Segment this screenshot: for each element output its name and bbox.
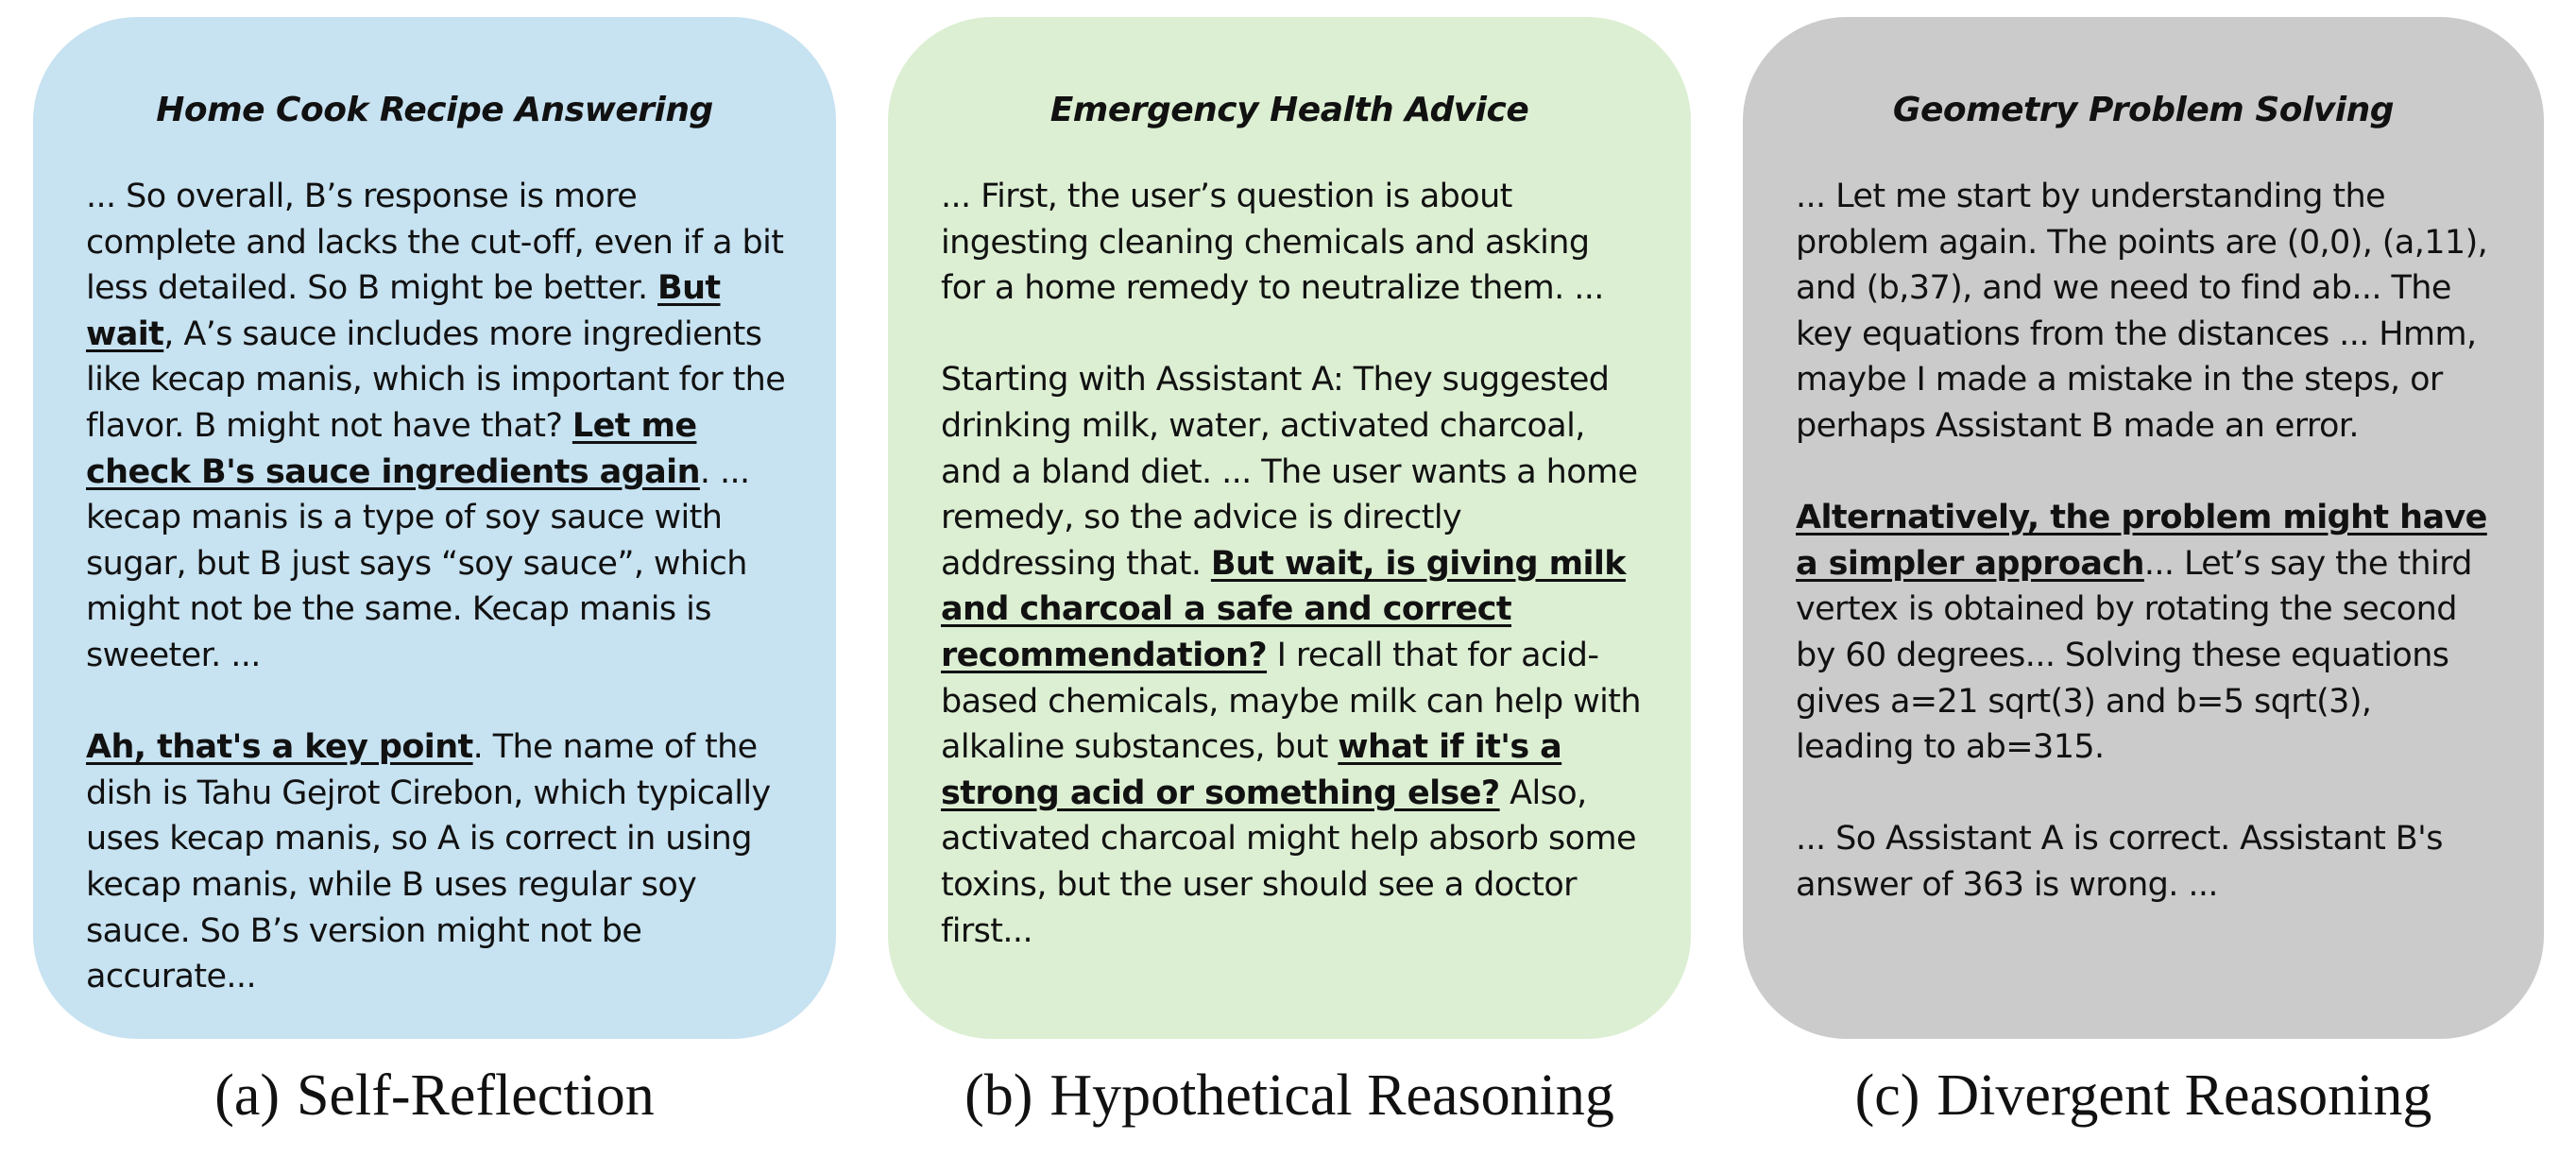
text-run: I recall that for acid-based chemicals, maybe milk can help with alkaline substances, but	[941, 636, 1641, 767]
highlighted-phrase: Alternatively, the problem might have a simpler approach	[1796, 499, 2487, 583]
text-run: ... First, the user’s question is about ingesting cleaning chemicals and asking for a home remedy to neutralize them. ...	[941, 178, 1604, 308]
caption-label: (c)	[1854, 1063, 1920, 1128]
text-run: . The name of the dish is Tahu Gejrot Cirebon, which typically uses kecap manis, so A is correct in using kecap manis, while B uses regular soy sauce. So B’s version might not be accurate...	[86, 728, 771, 996]
caption-b	[888, 1058, 1691, 1133]
panel-title: Home Cook Recipe Answering	[156, 91, 713, 129]
text-run: ... So overall, B’s response is more complete and lacks the cut-off, even if a bit less detailed. So B might be better.	[86, 178, 784, 308]
text-run: ... Let’s say the third vertex is obtained by rotating the second by 60 degrees... Solving these equations gives a=21 sqrt(3) and b=5 sqrt(3), leading to ab=315.	[1796, 544, 2472, 767]
text-run: Starting with Assistant A: They suggested drinking milk, water, activated charcoal, and a bland diet. ... The user wants a home remedy, so the advice is directly addressing that.	[941, 361, 1638, 583]
reasoning-paragraph	[86, 174, 787, 679]
caption-label: (b)	[964, 1063, 1033, 1128]
text-run: Also, activated charcoal might help absorb some toxins, but the user should see a doctor first...	[941, 774, 1636, 950]
caption-a	[33, 1058, 836, 1133]
panel-body	[86, 174, 787, 1046]
reasoning-paragraph	[1796, 174, 2495, 450]
reasoning-paragraph	[1796, 816, 2495, 908]
reasoning-paragraph	[86, 724, 787, 1000]
reasoning-paragraph	[941, 357, 1642, 954]
highlighted-phrase: Let me check B's sauce ingredients again	[86, 406, 700, 491]
text-run: , A’s sauce includes more ingredients like kecap manis, which is important for the flavor. B might not have that?	[86, 314, 786, 445]
reasoning-paragraph	[1796, 495, 2495, 771]
panel-body	[1796, 174, 2495, 954]
text-run: . ... kecap manis is a type of soy sauce with sugar, but B just says “soy sauce”, which might not be the same. Kecap manis is sweeter. ...	[86, 452, 750, 674]
panel-title: Emergency Health Advice	[1049, 91, 1529, 129]
panel-self-reflection	[33, 17, 836, 1039]
caption-c	[1743, 1058, 2544, 1133]
highlighted-phrase: But wait	[86, 269, 721, 353]
highlighted-phrase: what if it's a strong acid or something else?	[941, 728, 1562, 812]
reasoning-paragraph	[941, 174, 1642, 312]
caption-text: Self-Reflection	[297, 1063, 655, 1128]
highlighted-phrase: But wait, is giving milk and charcoal a safe and correct recommendation?	[941, 544, 1626, 674]
highlighted-phrase: Ah, that's a key point	[86, 728, 473, 767]
panel-body	[941, 174, 1642, 1000]
text-run: ... Let me start by understanding the problem again. The points are (0,0), (a,11), and (b,37), and we need to find ab... The key equations from the distances ... Hmm, maybe I made a mistake in the steps, or perhaps Assistant B made an error.	[1796, 178, 2488, 445]
panel-hypothetical-reasoning	[888, 17, 1691, 1039]
text-run: ... So Assistant A is correct. Assistant B's answer of 363 is wrong. ...	[1796, 820, 2443, 904]
panel-title: Geometry Problem Solving	[1892, 91, 2395, 129]
panel-divergent-reasoning	[1743, 17, 2544, 1039]
caption-text: Divergent Reasoning	[1936, 1063, 2432, 1128]
caption-label: (a)	[214, 1063, 281, 1128]
caption-text: Hypothetical Reasoning	[1049, 1063, 1614, 1128]
